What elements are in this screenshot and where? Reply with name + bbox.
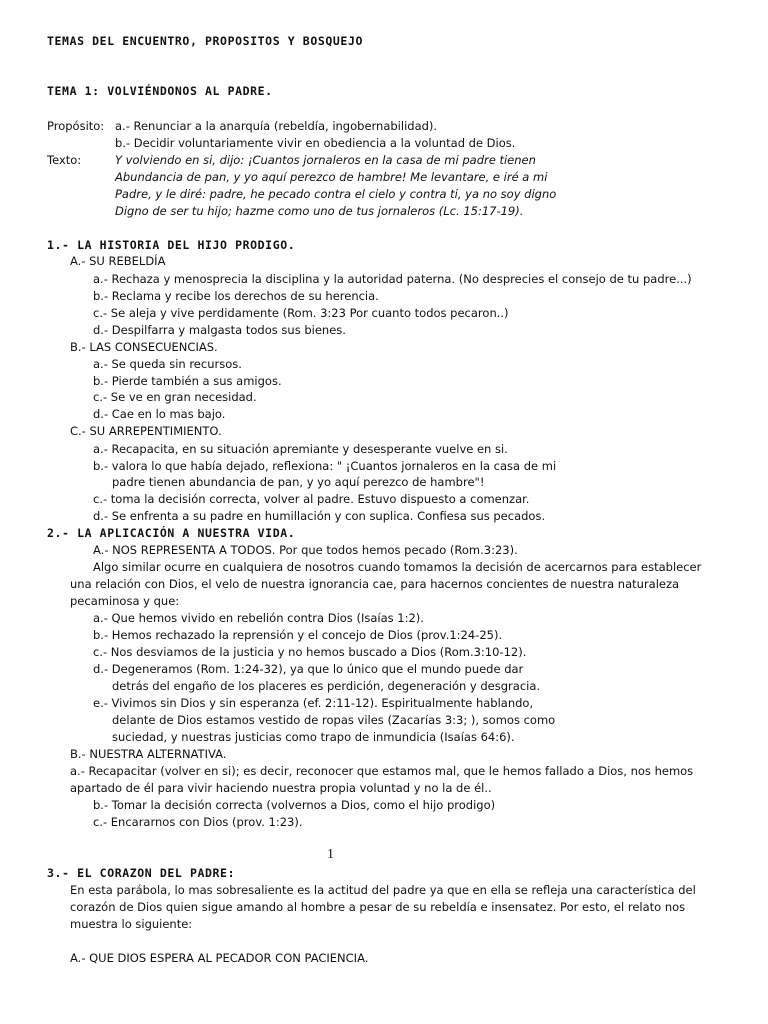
section1-b-title: B.- LAS CONSECUENCIAS. — [70, 340, 218, 354]
list-item: b.- Pierde también a sus amigos. — [93, 374, 282, 388]
list-item: c.- Se ve en gran necesidad. — [93, 390, 257, 404]
paragraph-line: corazón de Dios quien sigue amando al hombre a pesar de su rebeldía e insensatez. Por esto, el relato nos — [70, 900, 686, 914]
list-item: a.- Que hemos vivido en rebelión contra Dios (Isaías 1:2). — [93, 611, 424, 625]
texto-label: Texto: — [47, 153, 82, 167]
list-item: e.- Vivimos sin Dios y sin esperanza (ef. 2:11-12). Espiritualmente hablando, — [93, 696, 534, 710]
list-item: a.- Recapacita, en su situación apremiante y desesperante vuelve en si. — [93, 442, 508, 456]
list-item: b.- valora lo que había dejado, reflexiona: " ¡Cuantos jornaleros en la casa de mi — [93, 459, 557, 473]
section3-title: 3.- EL CORAZON DEL PADRE: — [47, 866, 236, 880]
list-item: d.- Degeneramos (Rom. 1:24-32), ya que lo único que el mundo puede dar — [93, 662, 524, 676]
paragraph-line: pecaminosa y que: — [70, 594, 180, 608]
list-item: padre tienen abundancia de pan, y yo aquí perezco de hambre"! — [112, 475, 485, 489]
list-item: suciedad, y nuestras justicias como trapo de inmundicia (Isaías 64:6). — [112, 730, 515, 744]
list-item: c.- toma la decisión correcta, volver al padre. Estuvo dispuesto a comenzar. — [93, 492, 530, 506]
list-item: c.- Encararnos con Dios (prov. 1:23). — [93, 815, 303, 829]
list-item: b.- Hemos rechazado la reprensión y el concejo de Dios (prov.1:24-25). — [93, 628, 503, 642]
proposito-b: b.- Decidir voluntariamente vivir en obediencia a la voluntad de Dios. — [115, 136, 516, 150]
document-header: TEMAS DEL ENCUENTRO, PROPOSITOS Y BOSQUEJO — [47, 34, 363, 48]
texto-line: Abundancia de pan, y yo aquí perezco de hambre! Me levantare, e iré a mi — [115, 170, 548, 184]
paragraph-line: una relación con Dios, el velo de nuestra ignorancia cae, para hacernos concientes de nuestra naturaleza — [70, 577, 680, 591]
list-item: b.- Reclama y recibe los derechos de su herencia. — [93, 289, 379, 303]
paragraph-line: Algo similar ocurre en cualquiera de nosotros cuando tomamos la decisión de acercarnos para establecer — [93, 560, 702, 574]
section2-title: 2.- LA APLICACIÓN A NUESTRA VIDA. — [47, 526, 296, 540]
texto-line: Padre, y le diré: padre, he pecado contra el cielo y contra ti, ya no soy digno — [115, 187, 557, 201]
list-item: delante de Dios estamos vestido de ropas viles (Zacarías 3:3; ), somos como — [112, 713, 556, 727]
page-number: 1 — [327, 847, 334, 862]
list-item: detrás del engaño de los placeres es perdición, degeneración y desgracia. — [112, 679, 541, 693]
paragraph-line: a.- Recapacitar (volver en si); es decir, reconocer que estamos mal, que le hemos fallado a Dios, nos hemos — [70, 764, 694, 778]
section1-title: 1.- LA HISTORIA DEL HIJO PRODIGO. — [47, 238, 296, 252]
list-item: a.- Se queda sin recursos. — [93, 357, 242, 371]
section2-b-title: B.- NUESTRA ALTERNATIVA. — [70, 747, 227, 761]
list-item: c.- Nos desviamos de la justicia y no hemos buscado a Dios (Rom.3:10-12). — [93, 645, 527, 659]
paragraph-line: En esta parábola, lo mas sobresaliente es la actitud del padre ya que en ella se refleja una característica del — [70, 883, 696, 897]
list-item: b.- Tomar la decisión correcta (volvernos a Dios, como el hijo prodigo) — [93, 798, 496, 812]
list-item: c.- Se aleja y vive perdidamente (Rom. 3:23 Por cuanto todos pecaron..) — [93, 306, 509, 320]
list-item: d.- Se enfrenta a su padre en humillación y con suplica. Confiesa sus pecados. — [93, 509, 546, 523]
section1-c-title: C.- SU ARREPENTIMIENTO. — [70, 424, 222, 438]
list-item: d.- Despilfarra y malgasta todos sus bienes. — [93, 323, 346, 337]
tema1-title: TEMA 1: VOLVIÉNDONOS AL PADRE. — [47, 84, 273, 98]
paragraph-line: muestra lo siguiente: — [70, 917, 193, 931]
paragraph-line: apartado de él para vivir haciendo nuestra propia voluntad y no la de él.. — [70, 781, 492, 795]
section2-a-title: A.- NOS REPRESENTA A TODOS. Por que todos hemos pecado (Rom.3:23). — [93, 543, 518, 557]
proposito-a: a.- Renunciar a la anarquía (rebeldía, ingobernabilidad). — [115, 119, 438, 133]
texto-line: Y volviendo en si, dijo: ¡Cuantos jornaleros en la casa de mi padre tienen — [115, 153, 536, 167]
section1-a-title: A.- SU REBELDÍA — [70, 254, 166, 268]
list-item: a.- Rechaza y menosprecia la disciplina y la autoridad paterna. (No desprecies el consejo de tu padre...) — [93, 272, 692, 286]
proposito-label: Propósito: — [47, 119, 105, 133]
list-item: d.- Cae en lo mas bajo. — [93, 407, 226, 421]
texto-line: Digno de ser tu hijo; hazme como uno de tus jornaleros (Lc. 15:17-19). — [115, 204, 524, 218]
section3-a-title: A.- QUE DIOS ESPERA AL PECADOR CON PACIENCIA. — [70, 951, 369, 965]
